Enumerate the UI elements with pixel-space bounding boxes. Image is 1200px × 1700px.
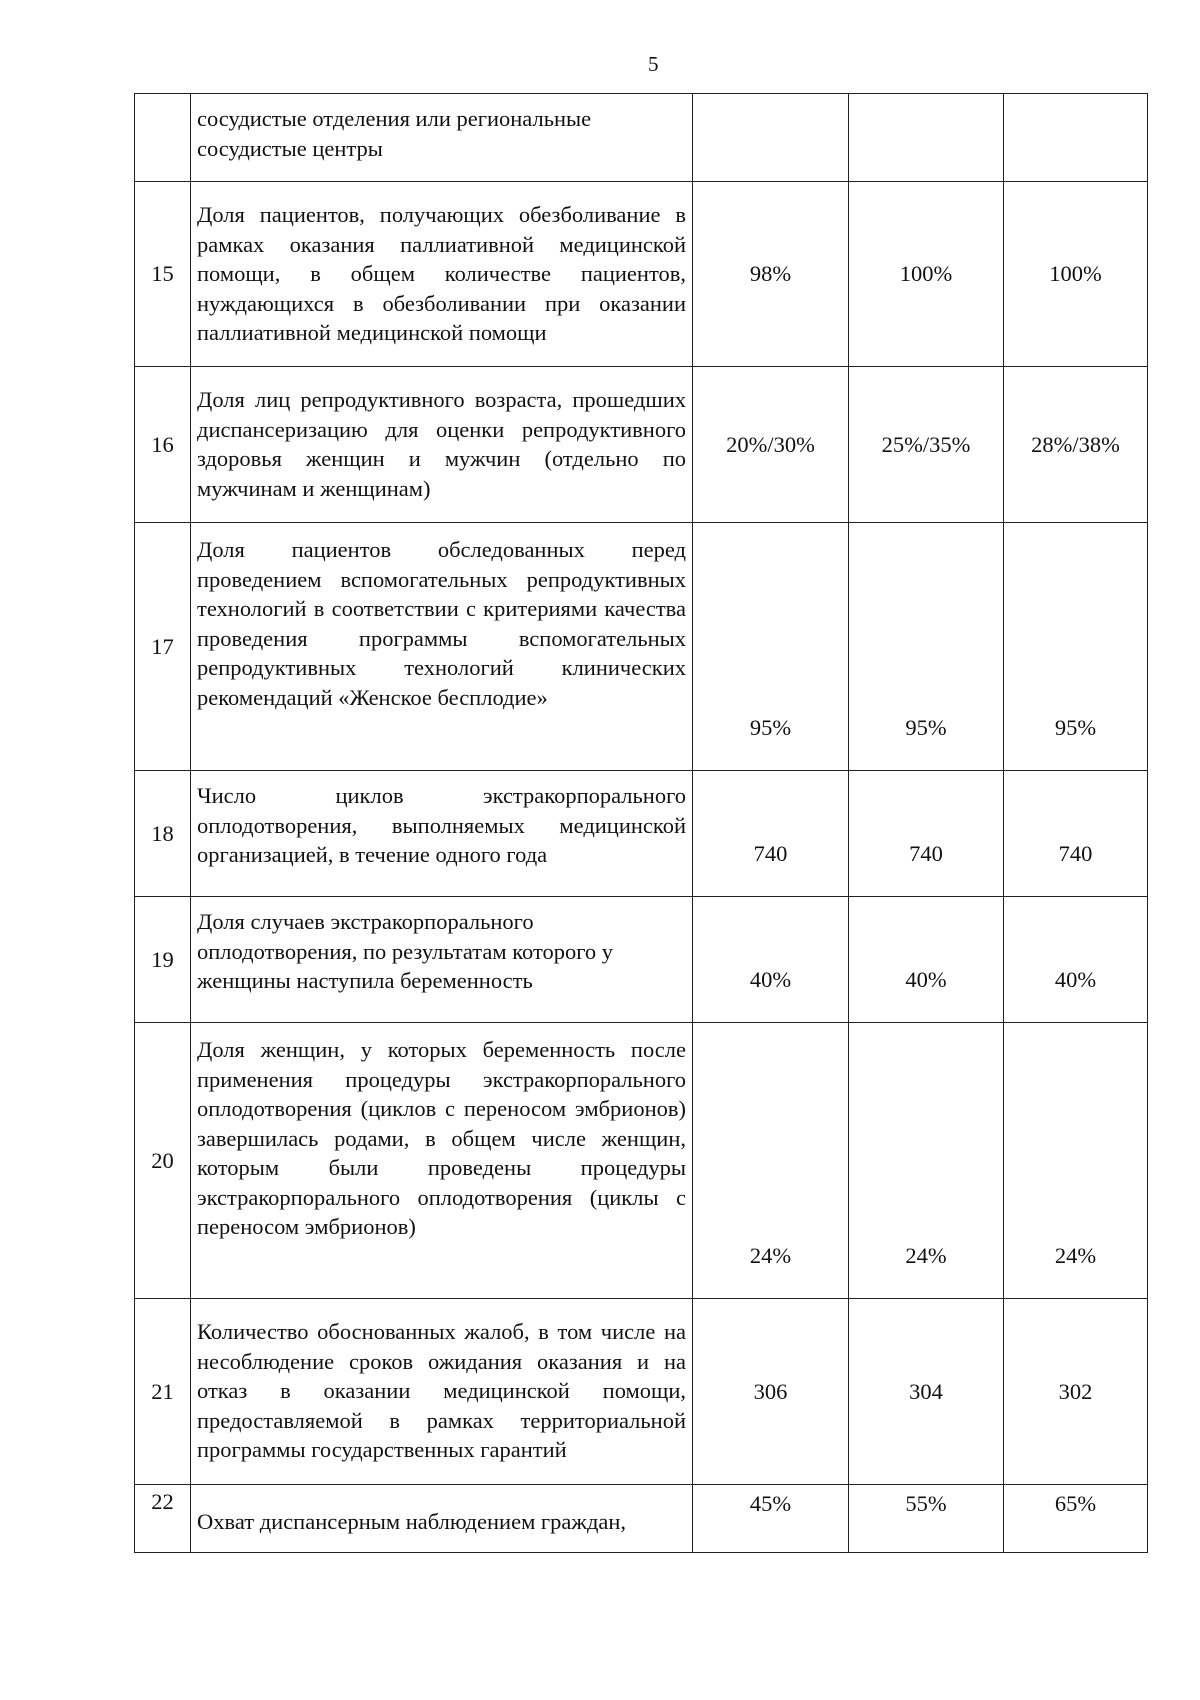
row-number: 16: [135, 367, 191, 523]
table-row: [135, 1485, 1148, 1553]
row-value-1: 306: [693, 1299, 849, 1485]
row-value-3: [1004, 94, 1148, 182]
row-value-1: 24%: [693, 1023, 849, 1299]
row-value-1: 740: [693, 771, 849, 897]
row-value-1: 98%: [693, 182, 849, 367]
row-description: сосудистые отделения или региональные сосудистые центры: [191, 94, 693, 182]
row-number: [135, 94, 191, 182]
table-row: [135, 523, 1148, 771]
row-description: Доля пациентов обследованных перед проведением вспомогательных репродуктивных технологий в соответствии с критериями качества проведения программы вспомогательных репродуктивных технологий клинических рекомендаций «Женское бесплодие»: [191, 523, 693, 771]
table-row: [135, 771, 1148, 897]
row-value-2: 95%: [849, 523, 1004, 771]
row-value-2: 25%/35%: [849, 367, 1004, 523]
row-number: 21: [135, 1299, 191, 1485]
row-number: 15: [135, 182, 191, 367]
page-number: 5: [648, 52, 659, 76]
row-description: Доля пациентов, получающих обезболивание в рамках оказания паллиативной медицинской помощи, в общем количестве пациентов, нуждающихся в обезболивании при оказании паллиативной медицинской помощи: [191, 182, 693, 367]
row-number: 22: [135, 1485, 191, 1553]
row-value-3: 95%: [1004, 523, 1148, 771]
row-value-2: [849, 94, 1004, 182]
table-row: [135, 94, 1148, 182]
row-value-3: 28%/38%: [1004, 367, 1148, 523]
row-value-1: [693, 94, 849, 182]
row-number: 17: [135, 523, 191, 771]
row-value-1: 95%: [693, 523, 849, 771]
table-row: [135, 182, 1148, 367]
row-description: Количество обоснованных жалоб, в том числе на несоблюдение сроков ожидания оказания и на отказ в оказании медицинской помощи, предоставляемой в рамках территориальной программы государственных гарантий: [191, 1299, 693, 1485]
row-number: 20: [135, 1023, 191, 1299]
table-row: [135, 1299, 1148, 1485]
row-value-2: 304: [849, 1299, 1004, 1485]
row-value-3: 40%: [1004, 897, 1148, 1023]
row-value-3: 302: [1004, 1299, 1148, 1485]
row-value-1: 20%/30%: [693, 367, 849, 523]
row-value-2: 740: [849, 771, 1004, 897]
row-value-2: 24%: [849, 1023, 1004, 1299]
row-value-2: 40%: [849, 897, 1004, 1023]
row-description: Доля случаев экстракорпорального оплодотворения, по результатам которого у женщины наступила беременность: [191, 897, 693, 1023]
row-description: Доля лиц репродуктивного возраста, прошедших диспансеризацию для оценки репродуктивного здоровья женщин и мужчин (отдельно по мужчинам и женщинам): [191, 367, 693, 523]
row-number: 19: [135, 897, 191, 1023]
row-value-2: 55%: [849, 1485, 1004, 1553]
row-value-3: 100%: [1004, 182, 1148, 367]
row-value-3: 24%: [1004, 1023, 1148, 1299]
row-value-1: 40%: [693, 897, 849, 1023]
table-row: [135, 1023, 1148, 1299]
row-description: Доля женщин, у которых беременность после применения процедуры экстракорпорального оплодотворения (циклов с переносом эмбрионов) завершилась родами, в общем числе женщин, которым были проведены процедуры экстракорпорального оплодотворения (циклы с переносом эмбрионов): [191, 1023, 693, 1299]
row-value-3: 65%: [1004, 1485, 1148, 1553]
row-value-1: 45%: [693, 1485, 849, 1553]
row-description: Охват диспансерным наблюдением граждан,: [191, 1485, 693, 1553]
row-value-2: 100%: [849, 182, 1004, 367]
table-row: [135, 367, 1148, 523]
indicators-table: [134, 93, 1148, 1553]
table-row: [135, 897, 1148, 1023]
row-description: Число циклов экстракорпорального оплодотворения, выполняемых медицинской организацией, в течение одного года: [191, 771, 693, 897]
row-value-3: 740: [1004, 771, 1148, 897]
row-number: 18: [135, 771, 191, 897]
